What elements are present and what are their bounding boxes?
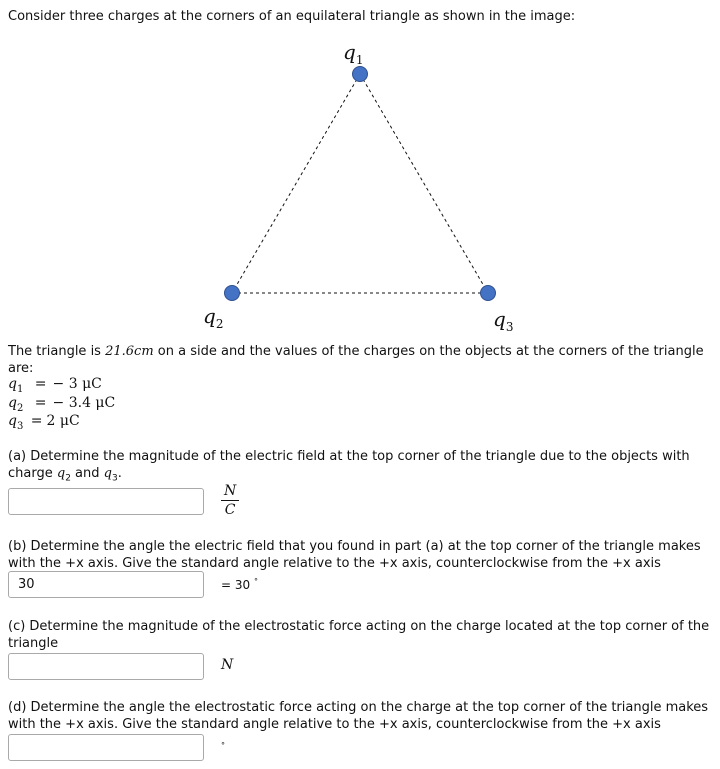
part-d-answer-input[interactable] <box>8 734 204 761</box>
part-d-degree-unit: ° <box>221 741 225 750</box>
intro-text: Consider three charges at the corners of an equilateral triangle as shown in the image: <box>8 9 576 24</box>
label-q1: $q_1$ <box>343 40 364 67</box>
charge-q3-value: $q_3 = 2$ μC <box>8 413 80 432</box>
charge-q1-value: $q_1$ = − 3 μC <box>8 376 102 395</box>
part-b-question: (b) Determine the angle the electric field that you found in part (a) at the top corner of the triangle makes with the +x axis. Give the standard angle relative to the +x axis, counterclockwise from the +x axis <box>8 539 701 571</box>
part-a-answer-input[interactable] <box>8 488 204 515</box>
label-q3: $q_3$ <box>493 307 514 334</box>
part-c-question: (c) Determine the magnitude of the electrostatic force acting on the charge located at the top corner of the triangle <box>8 619 710 651</box>
charge-q2-dot <box>225 286 240 301</box>
edge-q1-q2 <box>232 74 360 293</box>
part-c-unit: N <box>221 657 234 673</box>
edge-q1-q3 <box>360 74 488 293</box>
charge-q2-value: $q_2$ = − 3.4 μC <box>8 395 116 414</box>
part-d-question: (d) Determine the angle the electrostatic force acting on the charge at the top corner of the triangle makes with the +x axis. Give the standard angle relative to the +x axis, counterclockwise from the +x axis <box>8 700 709 732</box>
charge-q1-dot <box>353 67 368 82</box>
triangle-description: The triangle is 21.6cm on a side and the values of the charges on the objects at the corners of the triangle are: <box>8 344 704 376</box>
part-a-question: (a) Determine the magnitude of the electric field at the top corner of the triangle due to the objects with charge $q_2$ and $q_3$. <box>8 449 690 484</box>
label-q2: $q_2$ <box>203 304 224 331</box>
charge-q3-dot <box>481 286 496 301</box>
part-b-answer-input[interactable]: 30 <box>8 571 204 598</box>
part-b-feedback: = 30 ° <box>221 577 258 592</box>
triangle-diagram <box>0 30 720 340</box>
part-c-answer-input[interactable] <box>8 653 204 680</box>
side-length: 21.6cm <box>105 344 154 359</box>
part-a-unit: $\frac{N}{C}$ <box>221 483 239 518</box>
